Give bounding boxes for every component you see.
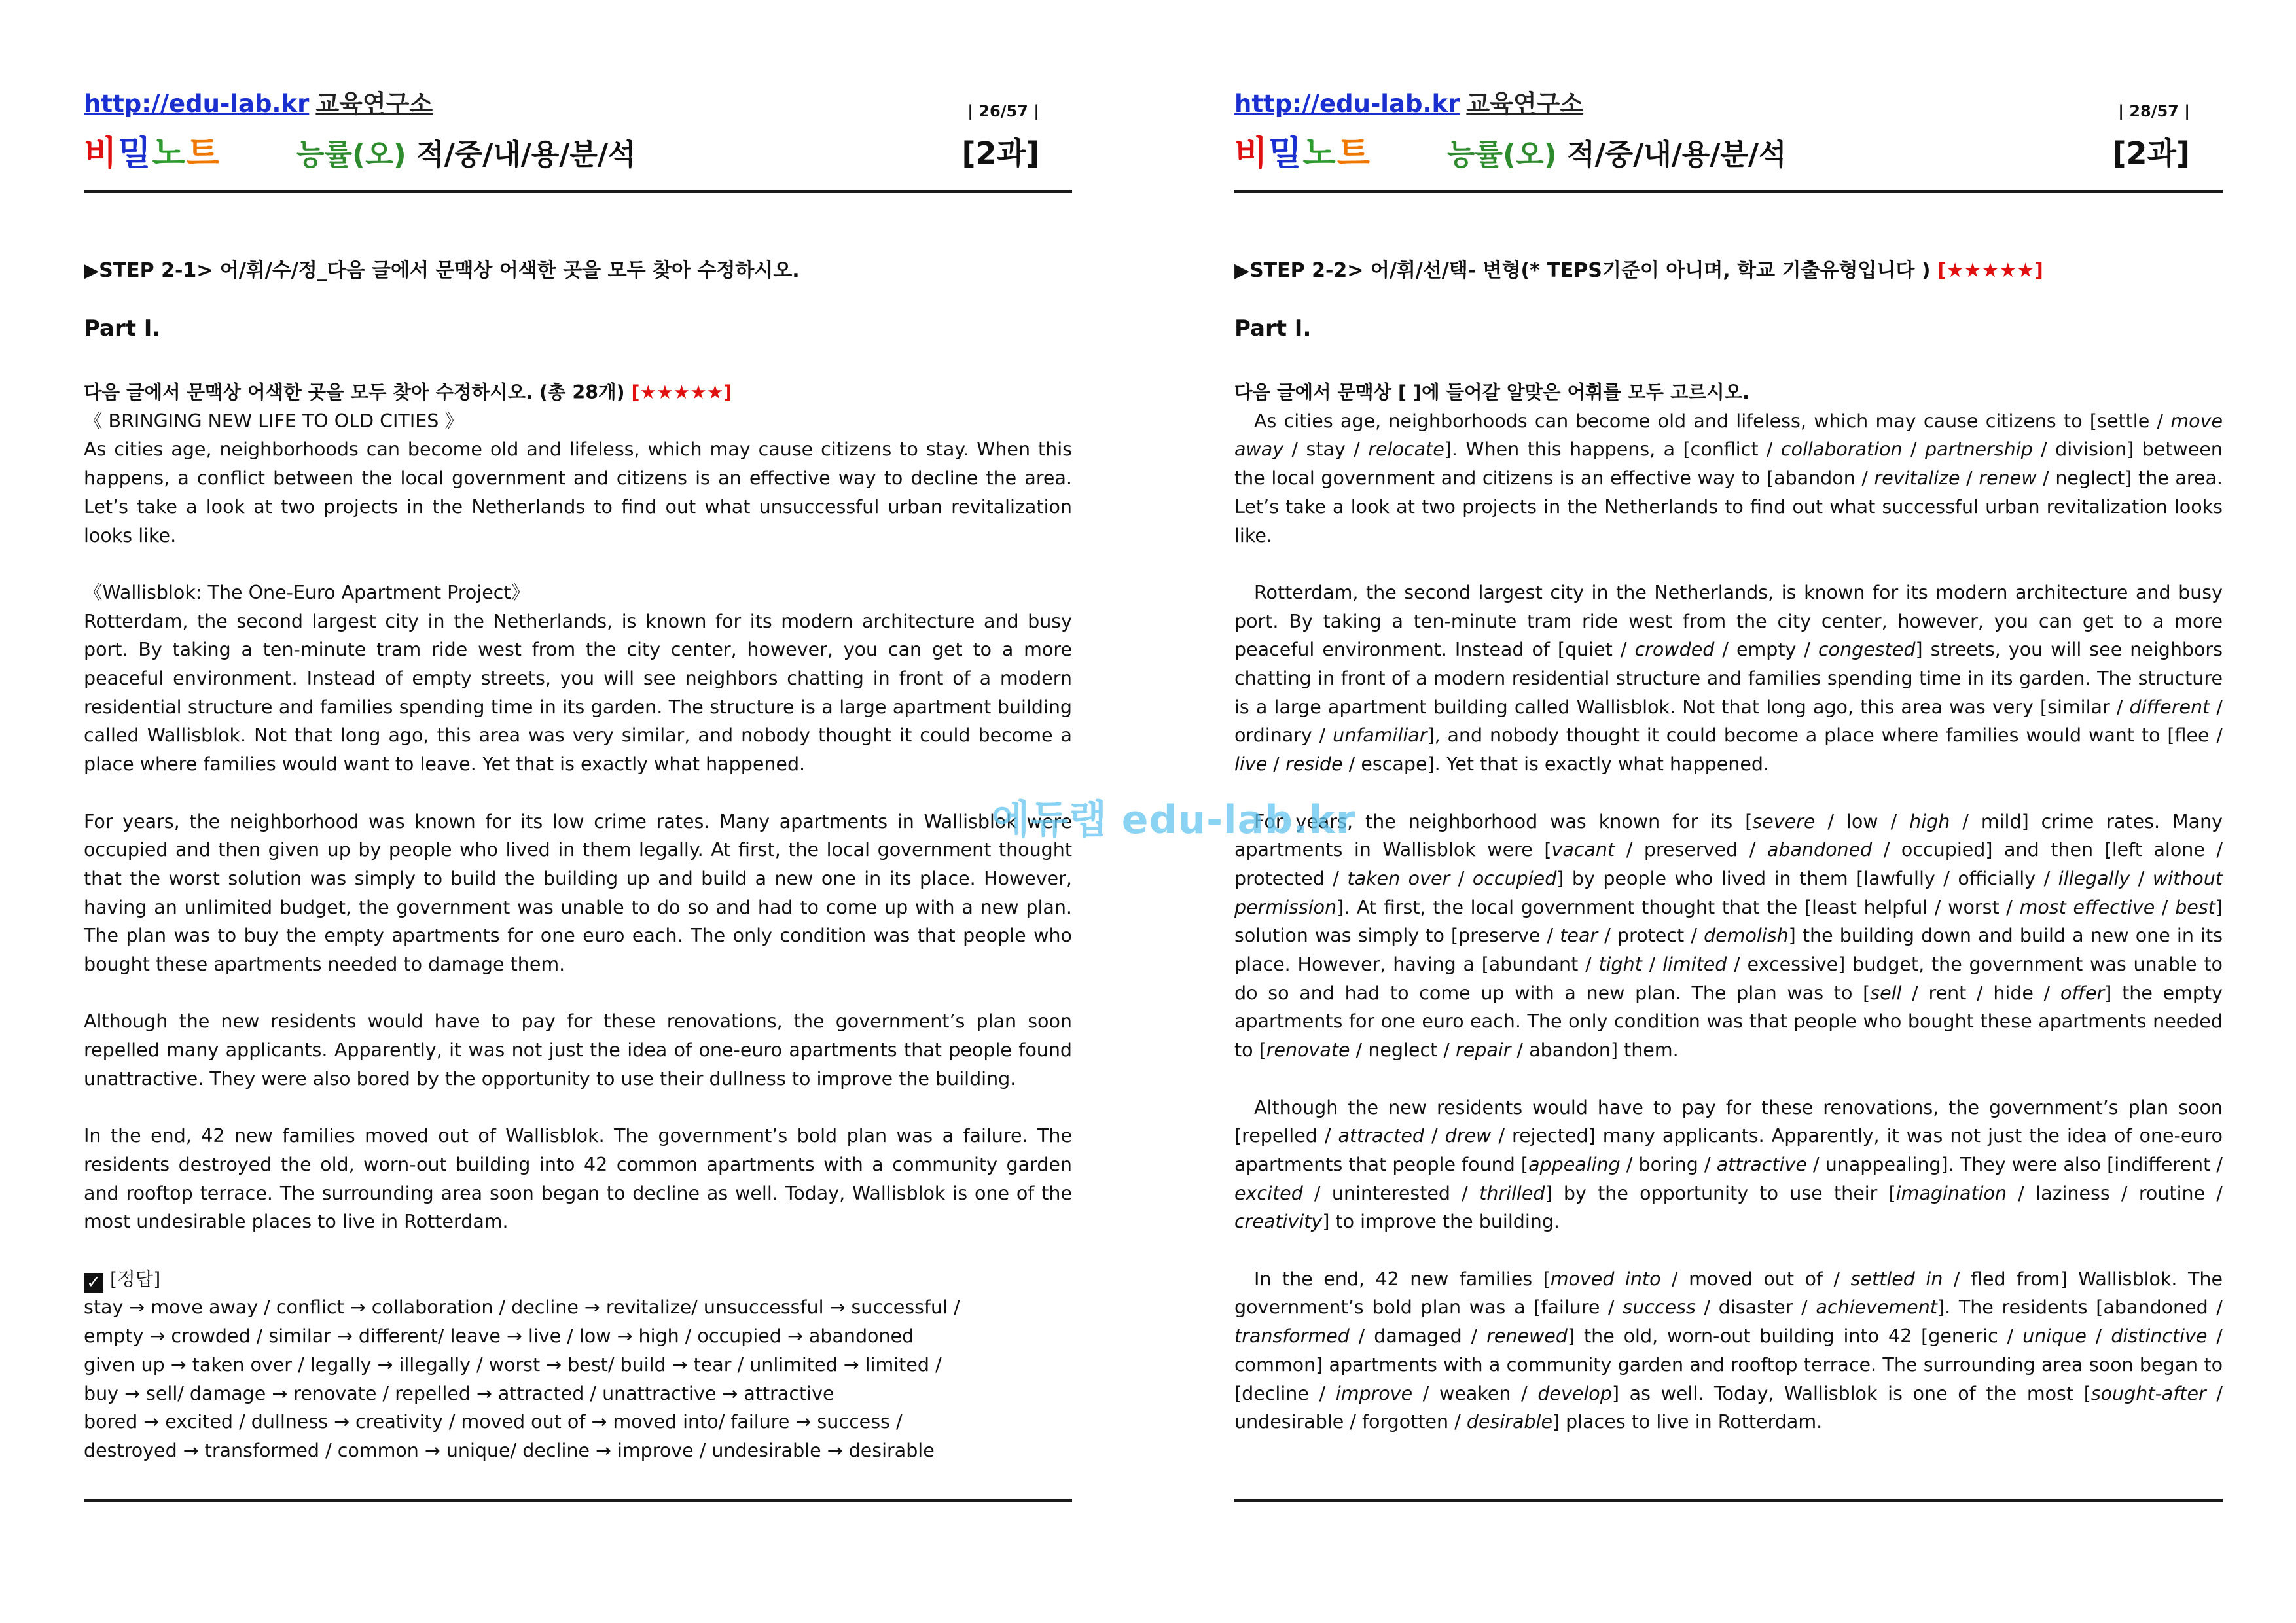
checkbox-icon: ✓ — [84, 1273, 103, 1293]
paragraph-3: For years, the neighborhood was known for its low crime rates. Many apartments in Wallisblok were occupied and then given up by people who lived in them legally. At first, the local government thought that the worst solution was simply to build the building up and build a new one in its place. However, having an unlimited budget, the government was unable to do so and had to come up with a new plan. The plan was to buy the empty apartments for one euro each. The only condition was that people who bought these apartments needed to damage them. — [84, 810, 1072, 976]
part-heading: Part Ⅰ. — [1234, 315, 1312, 342]
footer-divider — [84, 1499, 1072, 1502]
site-url[interactable]: http://edu-lab.kr — [1234, 90, 1460, 118]
header-divider — [84, 190, 1072, 193]
paragraph-4: Although the new residents would have to pay for these renovations, the government’s plan soon [repelled / attracted / drew / rejected] many applicants. Apparently, it was not just the idea of one-euro apartments that people found [appealing / boring / attractive / unappealing]. They were also [indifferent / excited / uninterested / thrilled] by the opportunity to use their [imagination / laziness / routine / creativity] to improve the building. — [1234, 1096, 2223, 1233]
section-title: 《Wallisblok: The One-Euro Apartment Project》 — [84, 581, 530, 603]
paragraph-5: In the end, 42 new families [moved into / moved out of / settled in / fled from] Wallisblok. The government’s bold plan was a [failure / success / disaster / achievement]. The residents [abandoned / transformed / damaged / renewed] the old, worn-out building into 42 [generic / unique / distinctive / common] apartments with a community garden and rooftop terrace. The surrounding area soon began to [decline / improve / weaken / develop] as well. Today, Wallisblok is one of the most [sought-after / undesirable / forgotten / desirable] places to live in Rotterdam. — [1234, 1268, 2223, 1433]
answer-line: buy → sell/ damage → renovate / repelled → attracted / unattractive → attractive — [84, 1382, 834, 1404]
answer-line: stay → move away / conflict → collaboration / decline → revitalize/ unsuccessful → successful / — [84, 1296, 960, 1319]
header-divider — [1234, 190, 2223, 193]
answer-line: destroyed → transformed / common → unique/ decline → improve / undesirable → desirable — [84, 1439, 935, 1461]
question-line — [84, 378, 1072, 407]
brand-logo — [1234, 126, 1371, 175]
answer-label: [정답] — [110, 1268, 161, 1290]
paragraph-1: As cities age, neighborhoods can become old and lifeless, which may cause citizens to stay. When this happens, a conflict between the local government and citizens is an effective way to decline the area. Let’s take a look at two projects in the Netherlands to find out what unsuccessful urban revitalization looks like. — [84, 438, 1072, 546]
right-page — [1234, 0, 2223, 1623]
passage — [1234, 378, 2223, 1436]
left-page — [84, 0, 1072, 1623]
brand-char: 노 — [1302, 134, 1337, 173]
analysis-label: 적/중/내/용/분/석 — [1567, 138, 1787, 171]
brand-char: 노 — [152, 134, 187, 173]
subtitle — [1447, 131, 1786, 173]
brand-char: 밀 — [118, 134, 152, 173]
paragraph-5: In the end, 42 new families moved out of Wallisblok. The government’s bold plan was a failure. The residents destroyed the old, worn-out building into 42 common apartments with a community garden and rooftop terrace. The surrounding area soon began to decline as well. Today, Wallisblok is one of the most undesirable places to live in Rotterdam. — [84, 1125, 1072, 1233]
answer-line: given up → taken over / legally → illegally / worst → best/ build → tear / unlimited → limited / — [84, 1353, 942, 1376]
brand-char: 비 — [1234, 134, 1269, 173]
institute-name: 교육연구소 — [1466, 90, 1584, 118]
answer-block — [84, 1265, 1072, 1465]
watermark: 에듀랩 edu-lab.kr — [992, 797, 1356, 843]
brand-char: 비 — [84, 134, 118, 173]
paragraph-4: Although the new residents would have to pay for these renovations, the government’s plan soon repelled many applicants. Apparently, it was not just the idea of one-euro apartments that people found unattractive. They were also bored by the opportunity to use their dullness to improve the building. — [84, 1010, 1072, 1090]
step-heading — [1234, 254, 2043, 283]
passage — [84, 378, 1072, 1465]
header-link[interactable] — [1234, 84, 1583, 119]
difficulty-stars: [★★★★★] — [1937, 259, 2043, 282]
step-text: ▶STEP 2-2> 어/휘/선/택- 변형(* TEPS기준이 아니며, 학교 기출유형입니다 ) — [1234, 259, 1931, 282]
brand-char: 트 — [186, 134, 221, 173]
analysis-label: 적/중/내/용/분/석 — [416, 138, 636, 171]
paragraph-2: Rotterdam, the second largest city in the Netherlands, is known for its modern architecture and busy port. By taking a ten-minute tram ride west from the city center, however, you can get to a more peaceful environment. Instead of empty streets, you will see neighbors chatting in front of a modern residential structure and families spending time in its garden. The structure is a large apartment building called Wallisblok. Not that long ago, this area was very similar, and nobody thought it could become a place where families would want to leave. Yet that is exactly what happened. — [84, 610, 1072, 776]
paragraph-2: Rotterdam, the second largest city in the Netherlands, is known for its modern architecture and busy port. By taking a ten-minute tram ride west from the city center, however, you can get to a more peaceful environment. Instead of [quiet / crowded / empty / congested] streets, you will see neighbors chatting in front of a modern residential structure and families spending time in its garden. The structure is a large apartment building called Wallisblok. Not that long ago, this area was very [similar / different / ordinary / unfamiliar], and nobody thought it could become a place where families would want to [flee / live / reside / escape]. Yet that is exactly what happened. — [1234, 581, 2223, 776]
brand-logo — [84, 126, 221, 175]
textbook-name: 능률(오) — [1447, 138, 1557, 171]
lesson-label: [2과] — [961, 135, 1039, 171]
page-number: | 26/57 | — [967, 102, 1039, 120]
step-heading: ▶STEP 2-1> 어/휘/수/정_다음 글에서 문맥상 어색한 곳을 모두 찾아 수정하시오. — [84, 259, 800, 282]
header-link[interactable] — [84, 84, 433, 119]
paragraph-1: As cities age, neighborhoods can become old and lifeless, which may cause citizens to [settle / move away / stay / relocate]. When this happens, a [conflict / collaboration / partnership / division] between the local government and citizens is an effective way to [abandon / revitalize / renew / neglect] the area. Let’s take a look at two projects in the Netherlands to find out what successful urban revitalization looks like. — [1234, 410, 2223, 546]
site-url[interactable]: http://edu-lab.kr — [84, 90, 310, 118]
answer-line: empty → crowded / similar → different/ leave → live / low → high / occupied → abandoned — [84, 1325, 914, 1347]
difficulty-stars: [★★★★★] — [631, 382, 732, 403]
question-line: 다음 글에서 문맥상 [ ]에 들어갈 알맞은 어휘를 모두 고르시오. — [1234, 382, 1749, 403]
lesson-label: [2과] — [2112, 135, 2190, 171]
textbook-name: 능률(오) — [296, 138, 406, 171]
answer-line: bored → excited / dullness → creativity / moved out of → moved into/ failure → success / — [84, 1411, 903, 1433]
paragraph-3: For years, the neighborhood was known for its [severe / low / high / mild] crime rates. Many apartments in Wallisblok were [vacant / preserved / abandoned / occupied] and then [left alone / protected / taken over / occupied] by people who lived in them [lawfully / officially / illegally / without permission]. At first, the local government thought that the [least helpful / worst / most effective / best] solution was simply to [preserve / tear / protect / demolish] the building down and build a new one in its place. However, having a [abundant / tight / limited / excessive] budget, the government was unable to do so and had to come up with a new plan. The plan was to [sell / rent / hide / offer] the empty apartments for one euro each. The only condition was that people who bought these apartments needed to [renovate / neglect / repair / abandon] them. — [1234, 810, 2223, 1061]
brand-char: 트 — [1336, 134, 1371, 173]
footer-divider — [1234, 1499, 2223, 1502]
part-heading: Part Ⅰ. — [84, 315, 161, 342]
institute-name: 교육연구소 — [315, 90, 433, 118]
page-number: | 28/57 | — [2118, 102, 2190, 120]
passage-title: 《 BRINGING NEW LIFE TO OLD CITIES 》 — [84, 410, 463, 432]
question-text: 다음 글에서 문맥상 어색한 곳을 모두 찾아 수정하시오. (총 28개) — [84, 382, 625, 403]
subtitle — [296, 131, 636, 173]
brand-char: 밀 — [1268, 134, 1303, 173]
